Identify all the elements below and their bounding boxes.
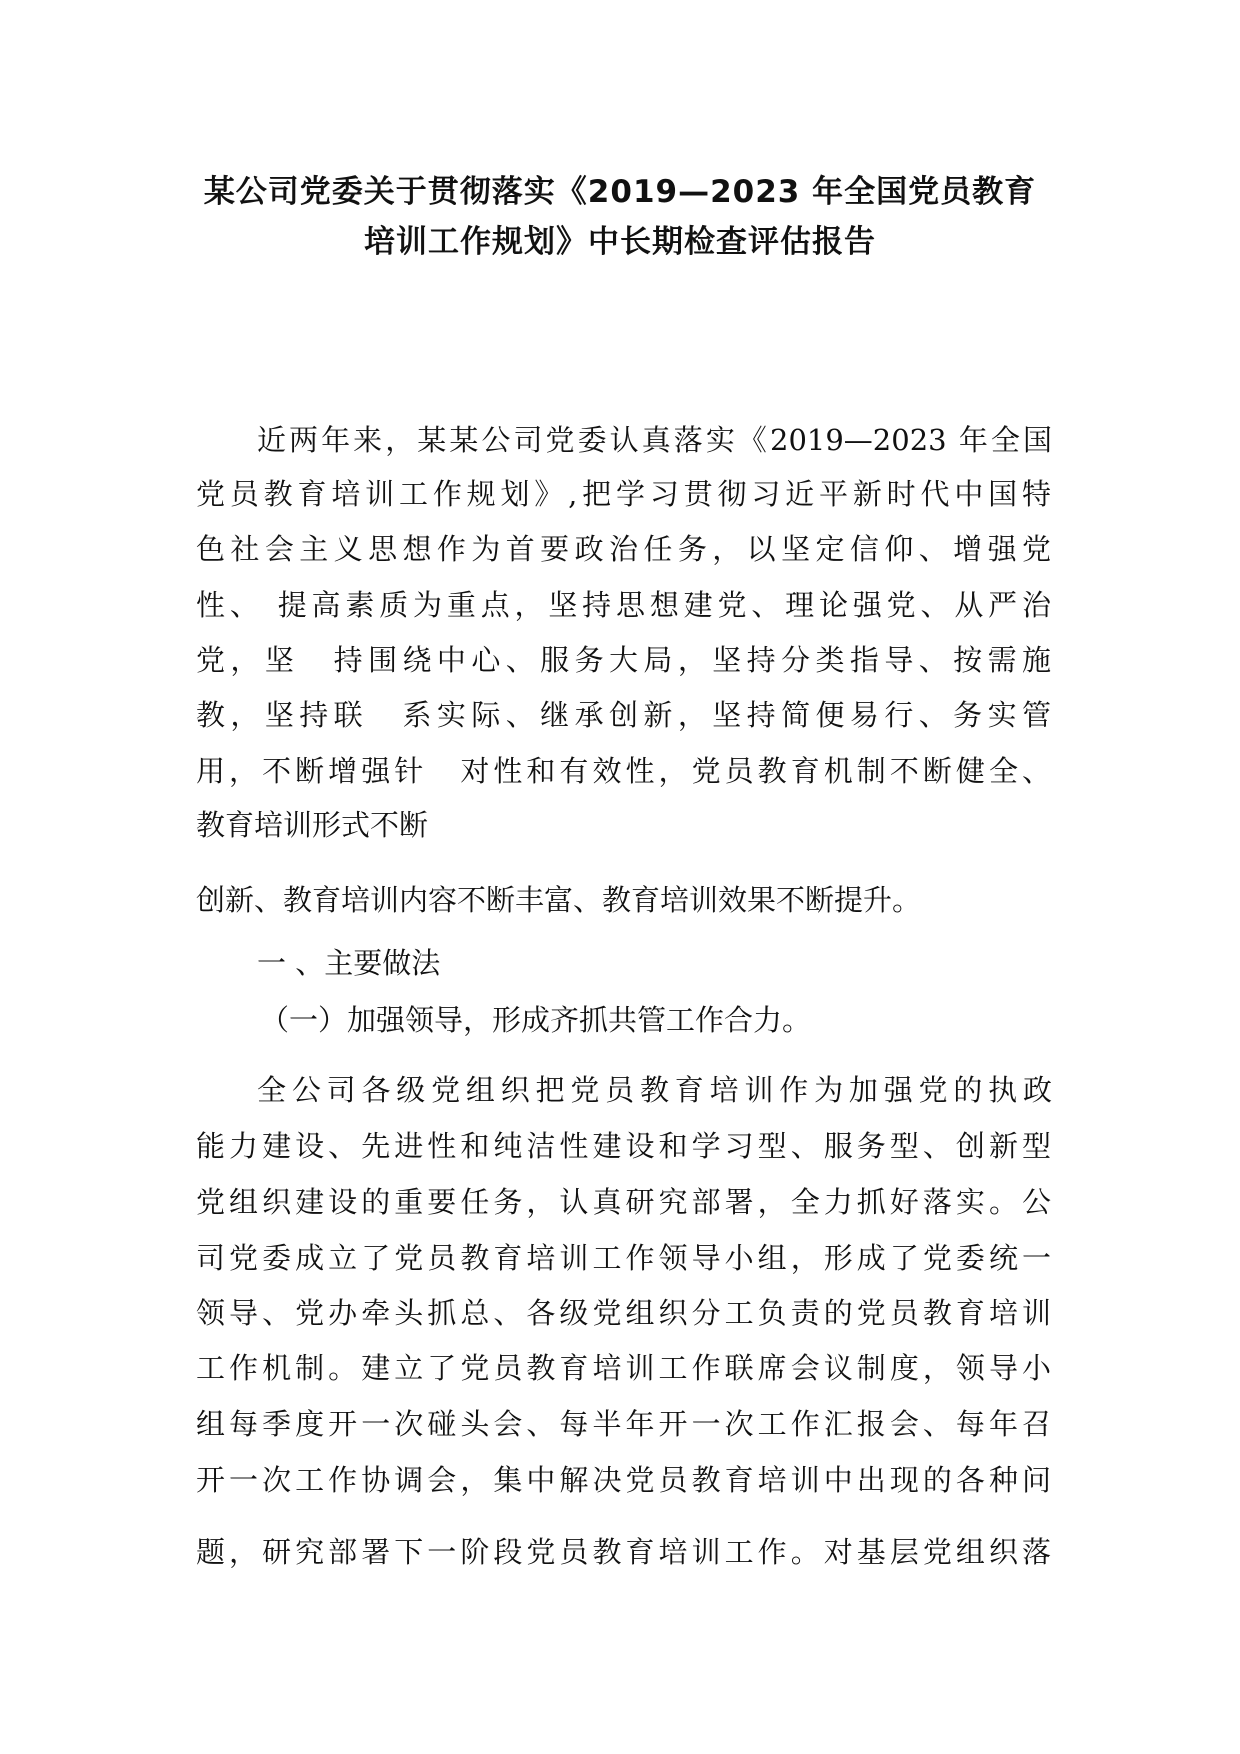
intro-line-3: 色社会主义思想作为首要政治任务，以坚定信仰、增强党: [196, 532, 1051, 566]
body-line-7: 组每季度开一次碰头会、每半年开一次工作汇报会、每年召: [196, 1407, 1051, 1441]
body-line-8: 开一次工作协调会，集中解决党员教育培训中出现的各种问: [196, 1463, 1051, 1497]
body-line-4: 司党委成立了党员教育培训工作领导小组，形成了党委统一: [196, 1241, 1051, 1275]
subsection-heading: （一）加强领导，形成齐抓共管工作合力。: [260, 1003, 812, 1037]
document-title-line-2: 培训工作规划》中长期检查评估报告: [364, 224, 876, 260]
intro-line-6: 教，坚持联 系实际、继承创新，坚持简便易行、务实管: [196, 698, 1051, 732]
body-line-2: 能力建设、先进性和纯洁性建设和学习型、服务型、创新型: [196, 1129, 1051, 1163]
body-line-1: 全公司各级党组织把党员教育培训作为加强党的执政: [257, 1073, 1052, 1107]
intro-line-1: 近两年来，某某公司党委认真落实《2019—2023 年全国: [257, 423, 1052, 457]
body-line-9: 题，研究部署下一阶段党员教育培训工作。对基层党组织落: [196, 1535, 1051, 1569]
intro-line-9: 创新、教育培训内容不断丰富、教育培训效果不断提升。: [196, 883, 922, 917]
body-line-3: 党组织建设的重要任务，认真研究部署，全力抓好落实。公: [196, 1185, 1051, 1219]
intro-line-5: 党，坚 持围绕中心、服务大局，坚持分类指导、按需施: [196, 643, 1051, 677]
intro-line-8: 教育培训形式不断: [196, 808, 429, 842]
intro-line-7: 用，不断增强针 对性和有效性，党员教育机制不断健全、: [196, 754, 1051, 788]
document-title-line-1: 某公司党委关于贯彻落实《2019—2023 年全国党员教育: [203, 174, 1037, 210]
body-line-5: 领导、党办牵头抓总、各级党组织分工负责的党员教育培训: [196, 1296, 1051, 1330]
intro-line-2: 党员教育培训工作规划》,把学习贯彻习近平新时代中国特: [196, 477, 1051, 511]
intro-line-4: 性、 提高素质为重点，坚持思想建党、理论强党、从严治: [196, 588, 1051, 622]
body-line-6: 工作机制。建立了党员教育培训工作联席会议制度，领导小: [196, 1351, 1051, 1385]
section-heading: 一 、主要做法: [257, 946, 441, 980]
